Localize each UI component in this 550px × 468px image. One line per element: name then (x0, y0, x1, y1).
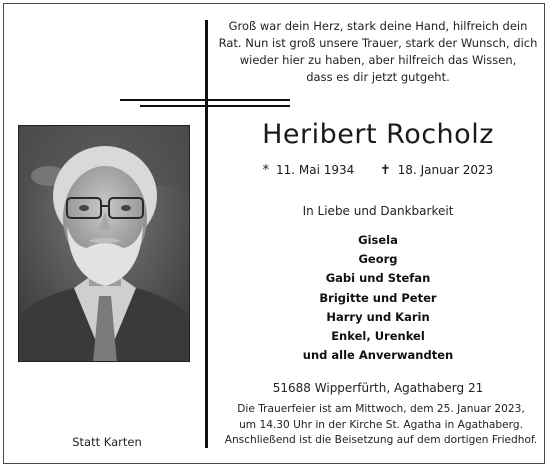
dedication: In Liebe und Dankbarkeit (302, 204, 454, 218)
mourner: Georg (358, 252, 398, 267)
mourner: Enkel, Urenkel (331, 329, 425, 344)
service-line: Die Trauerfeier ist am Mittwoch, dem 25. Januar 2023, (237, 403, 525, 415)
address: 51688 Wipperfürth, Agathaberg 21 (272, 381, 484, 395)
poem-line: Groß war dein Herz, stark deine Hand, hilfreich dein (228, 19, 528, 33)
life-dates (218, 163, 538, 178)
death-date: 18. Januar 2023 (397, 163, 494, 177)
mourner: Brigitte und Peter (319, 290, 437, 305)
poem (218, 18, 538, 86)
poem-line: wieder hier zu haben, aber hilfreich das Wissen, (239, 53, 517, 67)
poem-line: Rat. Nun ist groß unsere Trauer, stark der Wunsch, dich (218, 36, 538, 50)
cross-horizontal-bar (120, 99, 290, 101)
poem-line: dass es dir jetzt gutgeht. (306, 70, 450, 84)
cross-vertical-bar (205, 20, 208, 448)
deceased-name: Heribert Rocholz (262, 119, 494, 150)
cross-icon: ✝ (379, 163, 391, 178)
mourner: Harry und Karin (326, 309, 430, 324)
statt-karten: Statt Karten (72, 435, 142, 449)
mourners-list (218, 231, 538, 365)
mourner: und alle Anverwandten (302, 348, 454, 363)
service-info (218, 402, 544, 449)
birth-symbol: * (262, 163, 270, 178)
service-line: um 14.30 Uhr in der Kirche St. Agatha in Agathaberg. (239, 418, 523, 431)
mourner: Gabi und Stefan (325, 271, 431, 286)
portrait-photo (18, 125, 190, 362)
birth-date: 11. Mai 1934 (275, 163, 355, 177)
service-line: Anschließend ist die Beisetzung auf dem dortigen Friedhof. (224, 434, 538, 446)
mourner: Gisela (358, 233, 398, 247)
cross-horizontal-bar (140, 105, 290, 107)
